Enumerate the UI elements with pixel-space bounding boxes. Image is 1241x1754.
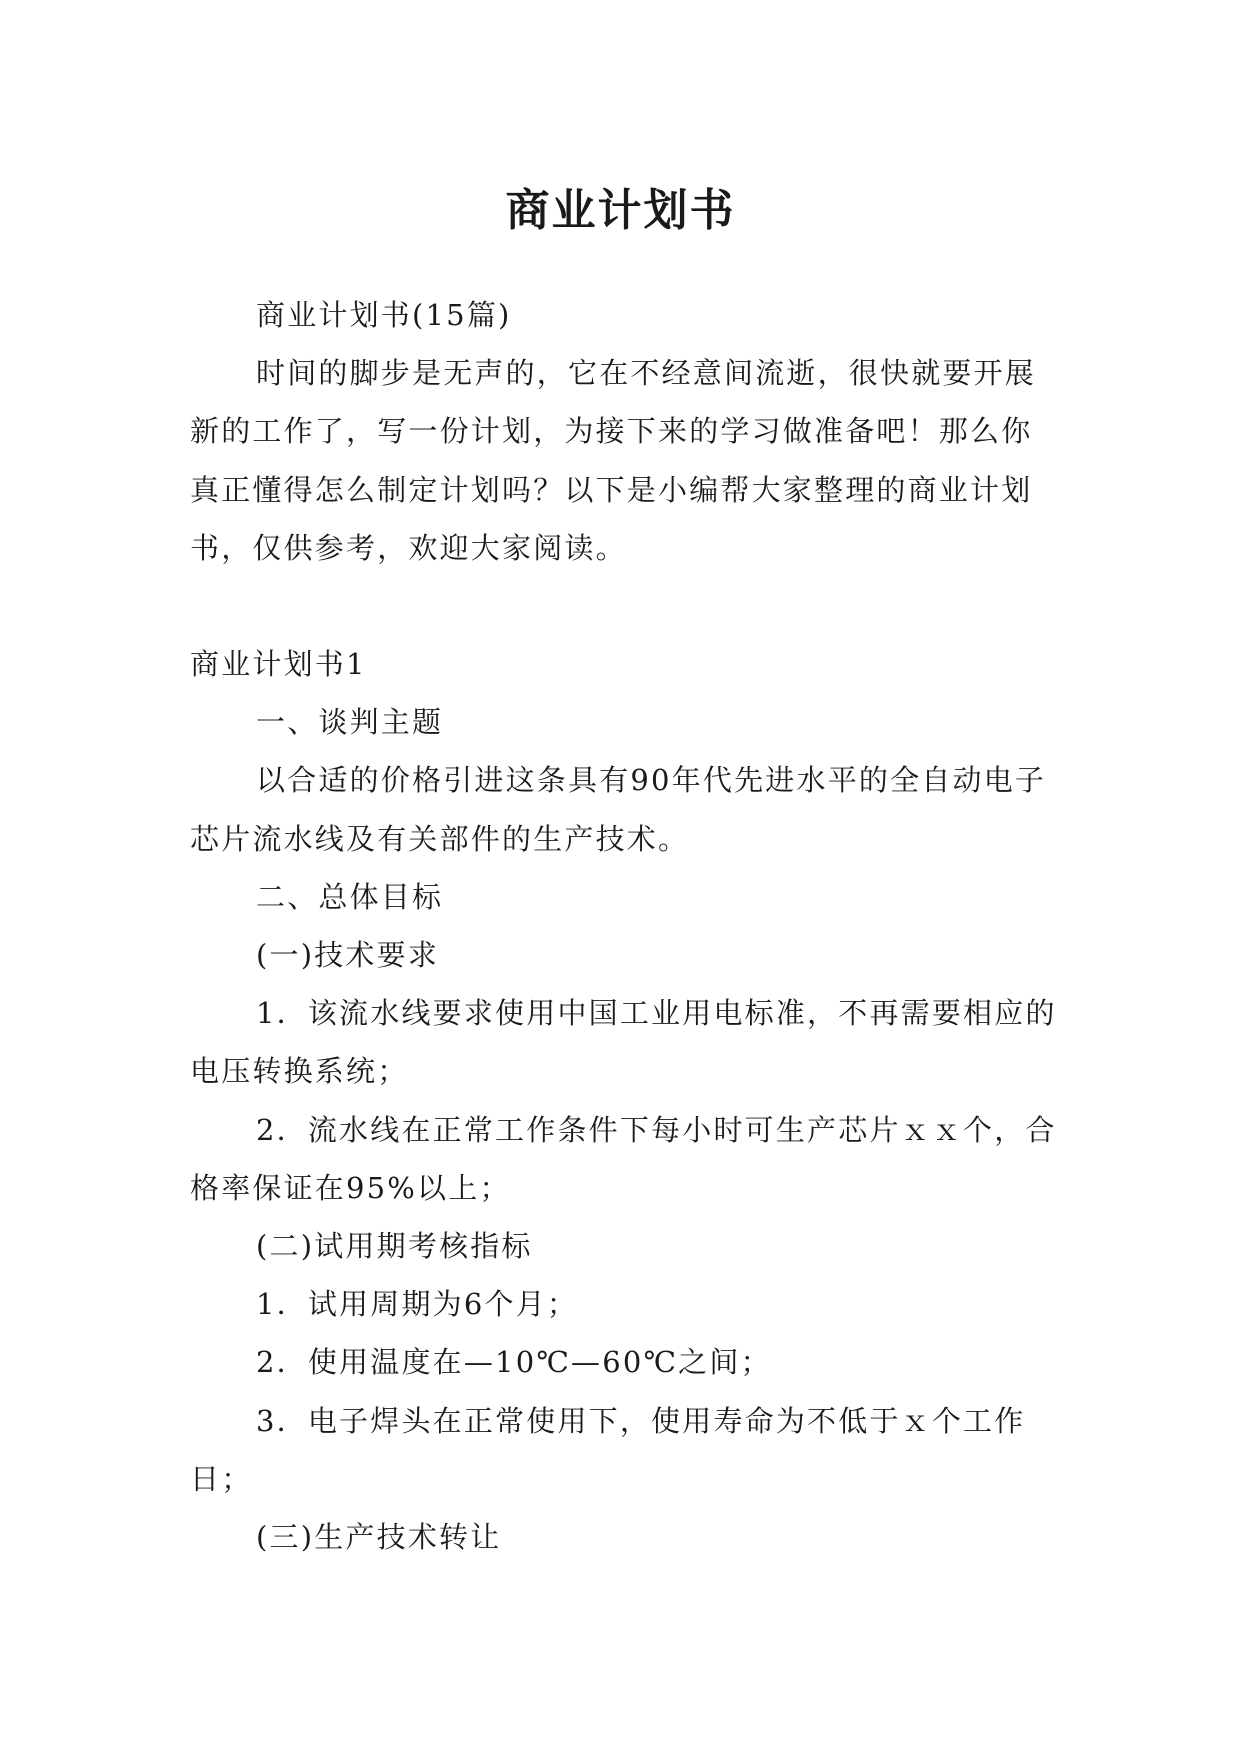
document-title: 商业计划书 xyxy=(505,185,736,237)
heading-overall-goal: 二、总体目标 xyxy=(256,879,444,914)
list-item: 3．电子焊头在正常使用下，使用寿命为不低于ｘ个工作日； xyxy=(190,1403,1026,1496)
subtitle-paragraph: 商业计划书(15篇) xyxy=(256,298,512,332)
document-body xyxy=(190,286,1060,1566)
subheading-technical-requirements: (一)技术要求 xyxy=(256,938,440,973)
section-heading: 商业计划书1 xyxy=(190,647,367,682)
list-item: 1．该流水线要求使用中国工业用电标准，不再需要相应的电压转换系统； xyxy=(190,996,1057,1089)
list-item: 1．试用周期为6个月； xyxy=(256,1287,579,1322)
topic-paragraph: 以合适的价格引进这条具有90年代先进水平的全自动电子芯片流水线及有关部件的生产技术。 xyxy=(190,763,1047,856)
heading-negotiation-topic: 一、谈判主题 xyxy=(256,705,444,740)
subheading-technology-transfer: (三)生产技术转让 xyxy=(256,1520,502,1555)
subheading-trial-indicators: (二)试用期考核指标 xyxy=(256,1229,533,1264)
section-spacer xyxy=(190,577,1060,635)
list-item: 2．流水线在正常工作条件下每小时可生产芯片ｘｘ个，合格率保证在95%以上； xyxy=(190,1112,1057,1205)
list-item: 2．使用温度在—10℃—60℃之间； xyxy=(256,1345,772,1380)
intro-paragraph: 时间的脚步是无声的，它在不经意间流逝，很快就要开展新的工作了，写一份计划，为接下来的学习做准备吧！那么你真正懂得怎么制定计划吗？以下是小编帮大家整理的商业计划书，仅供参考，欢迎大家阅读。 xyxy=(190,356,1037,565)
